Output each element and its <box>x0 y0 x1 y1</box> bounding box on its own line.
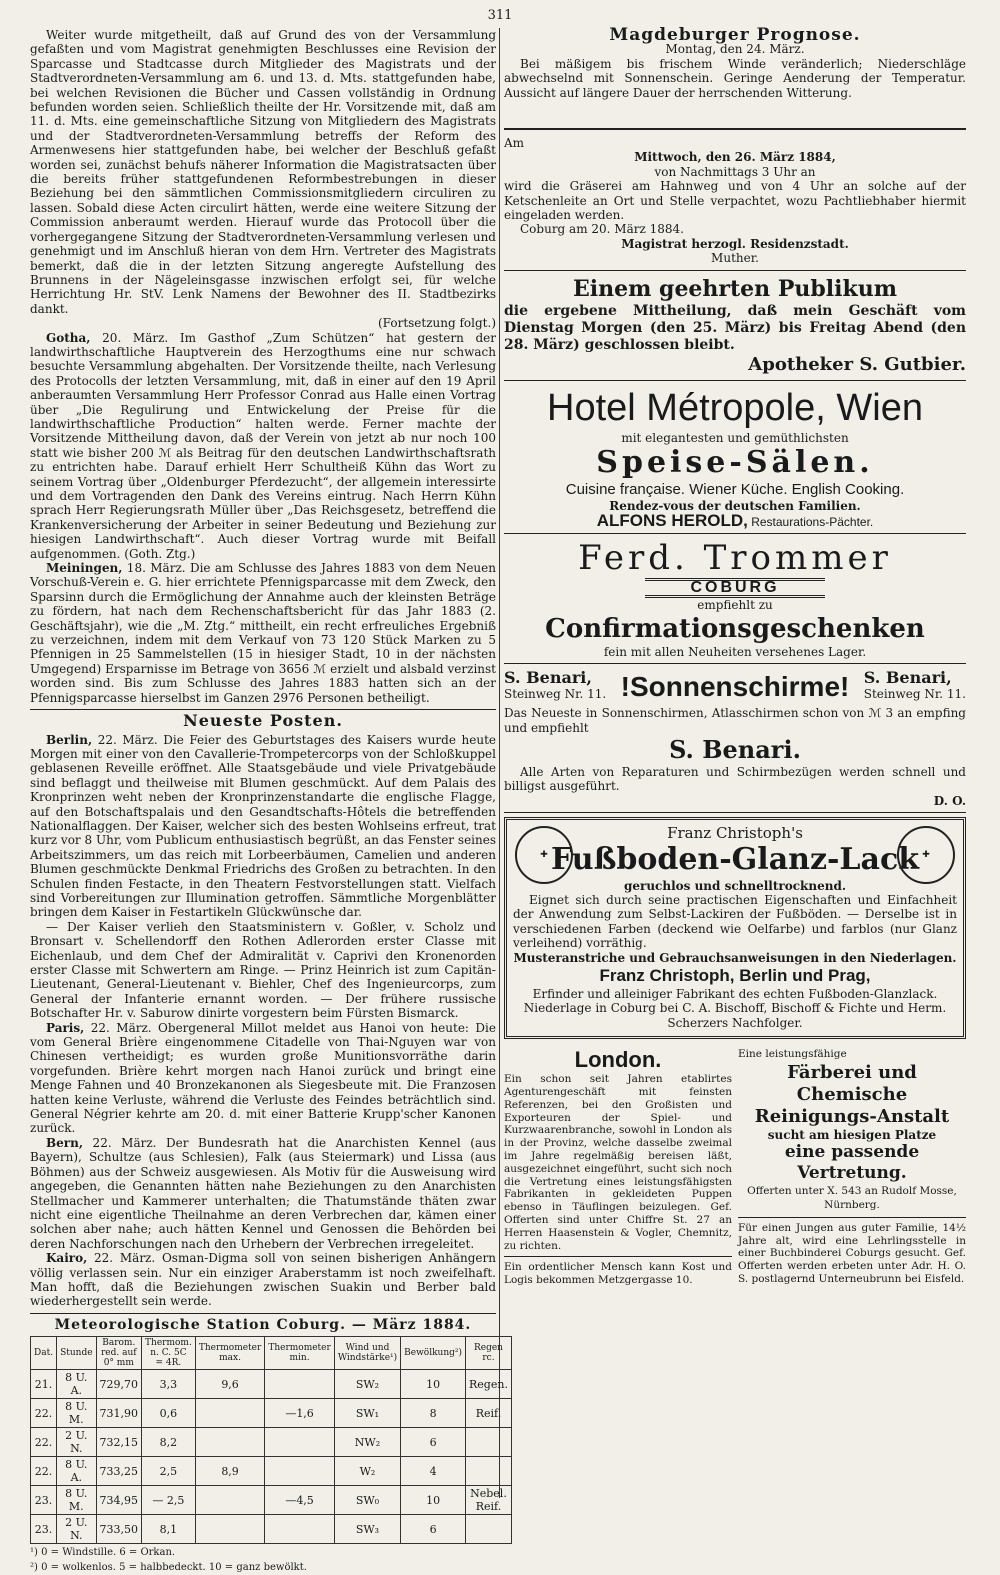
pharmacy-ad-title: Einem geehrten Publikum <box>573 275 897 302</box>
lacquer-ad-text: Eignet sich durch seine practischen Eigenschaften und Einfachheit der Anwendung zum Selbst-Lackiren der Fußböden. — Derselbe ist in verschiedenen Farben (deckend wie Oelfarbe) und farblos (nur Glanz verleihend) vorräthig. <box>513 892 957 951</box>
table-cell: 0,6 <box>142 1399 196 1428</box>
meiningen-text: 18. März. Die am Schlusse des Jahres 1883 von dem Neuen Vorschuß-Verein e. G. hier errichtete Pfennigsparcasse mit dem Zweck, den Sparsinn durch die Ermöglichung der Annahme auch der kleinsten Beträge zu fördern, hat nach dem Rechenschaftsbericht für das Jahr 1883 (2. Geschäftsjahr), wie die „M. Ztg.“ mittheilt, ein recht erfreuliches Ergebniß zu verzeichnen, indem mit dem Verkauf von 73 120 Stück Marken zu 5 Pfennigen in 25 Sammelstellen (15 in hiesiger Stadt, 10 in der nächsten Umgegend) Ersparnisse im Betrage von 3656 ℳ erzielt und alsbald verzinst worden sind. Bis zum Schlusse des Jahres 1883 hatten sich an der Pfennigsparcasse hierselbst im Ganzen 2976 Personen betheiligt. <box>30 561 496 705</box>
forecast-text: Bei mäßigem bis frischem Winde veränderlich; Niederschläge abwechselnd mit Sonnenschein. Geringe Aenderung der Temperatur. Aussicht auf längere Dauer der herrschenden Witterung. <box>504 56 966 100</box>
table-cell: SW₃ <box>334 1515 400 1544</box>
lacquer-ad-firm: Franz Christoph, Berlin und Prag, <box>599 966 871 985</box>
left-column <box>30 28 508 1575</box>
benari-ad-initials: D. O. <box>933 793 966 808</box>
table-cell: 8,9 <box>195 1457 265 1486</box>
table-cell: 8 U. A. <box>57 1370 96 1399</box>
table-cell: 733,50 <box>96 1515 142 1544</box>
table-cell: 8,2 <box>142 1428 196 1457</box>
apprentice-ad-text: Für einen Jungen aus guter Familie, 14½ Jahre alt, wird eine Lehrlingsstelle in einer Buchbinderei Coburgs gesucht. Gef. Offerten werden erbeten unter Adr. H. O. S. postlagernd Unterneubrunn bei Eisfeld. <box>738 1221 966 1286</box>
table-row <box>31 1370 512 1399</box>
ad-rule <box>504 270 966 271</box>
table-cell: 8 U. A. <box>57 1457 96 1486</box>
benari-ad-left-name: S. Benari, <box>504 668 592 688</box>
ad-rule <box>738 1217 966 1218</box>
paris-dateline: Paris, <box>46 1020 85 1035</box>
hotel-ad-owner-line <box>504 510 966 530</box>
benari-ad-repairs: Alle Arten von Reparaturen und Schirmbezügen werden schnell und billigst ausgeführt. <box>504 764 966 794</box>
forecast-date: Montag, den 24. März. <box>665 42 805 57</box>
auction-ad-am: Am <box>504 136 525 151</box>
trommer-ad-title: Ferd. Trommer <box>578 537 892 578</box>
bern-dateline: Bern, <box>46 1135 84 1150</box>
table-cell: Regen. <box>466 1370 512 1399</box>
news-section-title: Neueste Posten. <box>183 711 343 731</box>
table-cell: SW₂ <box>334 1370 400 1399</box>
gotha-text: 20. März. Im Gasthof „Zum Schützen“ hat gestern der landwirthschaftliche Hauptverein des Herzogthums eine nur schwach besuchte Versammlung abgehalten. Der Vorsitzende theilte, nach Verlesung des Protocolls der letzten Versammlung, mit, daß in einer auf den 19 April anberaumten Versammlung Herr Professor Conrad aus Halle einen Vortrag über „Die Regulirung und Entwickelung der Preise für die landwirthschaftliche Production“ halten werde. Ferner machte der Vorsitzende Mittheilung davon, daß der Verein von jetzt ab nur noch 100 statt wie bisher 200 ℳ als Beitrag für den deutschen Landwirthschaftsrath zu entrichten habe. Darauf erhielt Herr Schultheiß Kühn das Wort zu seinem Vortrag über „Oldenburger Pferdezucht“, der allgemein interessirte und dem Vortragenden den Dank des Vereins eintrug. Nach Herrn Kühn sprach Herr Regierungsrath Müller über „Das Reichsgesetz, betreffend die Krankenversicherung der Arbeiter in seiner Bedeutung und Beziehung zur hiesigen Landwirthschaft“. Auch dieser Vortrag wurde mit Beifall aufgenommen. (Goth. Ztg.) <box>30 330 496 561</box>
company-seal-icon: ✚ <box>515 826 573 884</box>
hotel-ad-title <box>504 385 966 431</box>
table-cell: Reif. <box>466 1399 512 1428</box>
table-cell: —4,5 <box>265 1486 335 1515</box>
trommer-ad-recommends: empfiehlt zu <box>697 598 773 613</box>
table-cell <box>265 1428 335 1457</box>
table-cell: —1,6 <box>265 1399 335 1428</box>
weather-station-title: Meteorologische Station Coburg. — März 1884. <box>54 1316 472 1333</box>
trommer-ad-text: fein mit allen Neuheiten versehenes Lager. <box>603 644 867 659</box>
hotel-ad-name: Hotel Métropole, <box>547 386 826 429</box>
table-cell: — 2,5 <box>142 1486 196 1515</box>
table-cell: SW₁ <box>334 1399 400 1428</box>
berlin-text: 22. März. Die Feier des Geburtstages des Kaisers wurde heute Morgen mit einer von den Cavallerie-Trompetercorps von der Schloßkuppel geblasenen Reveille eröffnet. Alle Staatsgebäude und viele Privatgebäude sind beflaggt und theilweise mit Blumen geschmückt. Auf dem Palais des Kronprinzen weht neben der Kronprinzenstandarte die englische Flagge, auf den Botschaftspalais und den Gesandtschafts-Hôtels die betreffenden Nationalflaggen. Der Kaiser, welcher sich des besten Wohlseins erfreut, trat kurz vor 8 Uhr, vom Publicum enthusiastisch begrüßt, an das Fenster seines Arbeitszimmers, um das reich mit Lorbeerbäumen, Camelien und anderen Blumen geschmückte Denkmal Friedrichs des Großen zu betrachten. In den Schulen finden Festacte, in den Theatern Festvorstellungen statt. Vielfach sind Vorbereitungen zur Illumination getroffen. Sämmtliche Morgenblätter bringen dem Kaiser in Festartikeln Glückwünsche dar. <box>30 732 496 920</box>
ad-rule <box>504 1256 732 1257</box>
lacquer-ad-title: Fußboden-Glanz-Lack <box>550 841 920 877</box>
auction-ad-date: Mittwoch, den 26. März 1884, <box>634 150 836 165</box>
benari-ad-left <box>504 668 606 706</box>
table-row <box>31 1457 512 1486</box>
table-cell: NW₂ <box>334 1428 400 1457</box>
table-cell: 21. <box>31 1370 57 1399</box>
benari-ad-parasols: !Sonnenschirme! <box>620 671 850 703</box>
auction-ad-place: Coburg am 20. März 1884. <box>520 222 684 237</box>
gotha-article <box>30 331 496 562</box>
table-cell: 8,1 <box>142 1515 196 1544</box>
table-cell <box>265 1515 335 1544</box>
table-cell: 6 <box>401 1515 466 1544</box>
ad-rule <box>504 812 966 813</box>
meiningen-article <box>30 561 496 705</box>
continued-note: (Fortsetzung folgt.) <box>378 316 496 331</box>
weather-table-body <box>31 1370 512 1544</box>
lacquer-ad-brand: Franz Christoph's <box>667 824 803 843</box>
trommer-ad-city: COBURG <box>645 578 825 598</box>
weather-col-header: Thermometer max. <box>195 1337 265 1370</box>
gotha-dateline: Gotha, <box>46 330 91 345</box>
table-cell <box>466 1515 512 1544</box>
weather-col-header: Stunde <box>57 1337 96 1370</box>
table-row <box>31 1399 512 1428</box>
company-seal-icon: ✚ <box>897 826 955 884</box>
table-cell <box>195 1486 265 1515</box>
ad-rule <box>504 663 966 664</box>
pharmacy-ad-signature: Apotheker S. Gutbier. <box>748 353 966 375</box>
trommer-ad-confirmation-gifts: Confirmationsgeschenken <box>545 613 925 644</box>
right-column <box>504 25 966 1287</box>
bern-text: 22. März. Der Bundesrath hat die Anarchisten Kennel (aus Bayern), Schultze (aus Schlesien), Falk (aus Steiermark) und Lissa (aus Böhmen) aus der Schweiz ausgewiesen. Als Motiv für die Ausweisung wird angegeben, die Genannten hätten nahe Beziehungen zu den Anarchisten Stellmacher und Kammerer unterhalten; die Thatumstände thäten zwar nicht eine eigentliche Theilnahme an deren Verbrechen dar, kämen einer solchen aber nahe; auch hätten Kennel und Genossen die Behörden bei deren Nachforschungen nach den Urhebern der Verbrechen irregeleitet. <box>30 1135 496 1251</box>
table-cell: 22. <box>31 1428 57 1457</box>
pharmacy-ad-text: die ergebene Mittheilung, daß mein Geschäft vom Dienstag Morgen (den 25. März) bis Freitag Abend (den 28. März) geschlossen bleibt. <box>504 302 966 353</box>
weather-col-header: Dat. <box>31 1337 57 1370</box>
table-cell: SW₀ <box>334 1486 400 1515</box>
meiningen-dateline: Meiningen, <box>46 561 123 576</box>
table-cell: 4 <box>401 1457 466 1486</box>
table-cell: 8 U. M. <box>57 1486 96 1515</box>
table-cell <box>195 1428 265 1457</box>
table-row <box>31 1515 512 1544</box>
auction-ad-signature: Magistrat herzogl. Residenzstadt. <box>621 236 849 251</box>
table-cell <box>265 1457 335 1486</box>
benari-ad-header <box>504 668 966 706</box>
table-cell: 733,25 <box>96 1457 142 1486</box>
weather-footnote-wind: ¹) 0 = Windstille. 6 = Orkan. <box>30 1547 176 1559</box>
cleaning-ad <box>738 1047 966 1287</box>
weather-col-header: Bewölkung²) <box>401 1337 466 1370</box>
hotel-ad-dining-halls: Speise-Sälen. <box>596 445 874 481</box>
kairo-text: 22. März. Osman-Digma soll von seinen bisherigen Anhängern völlig verlassen sein. Nur ein einziger Araberstamm ist noch zweifelhaft. Man hofft, daß die Beziehungen zwischen Suakin und Berber bald wiederhergestellt sein werde. <box>30 1251 496 1309</box>
table-cell <box>195 1399 265 1428</box>
london-ad-title: London. <box>574 1047 662 1073</box>
hotel-ad-cuisine: Cuisine française. Wiener Küche. English Cooking. <box>565 481 905 499</box>
weather-col-header: Barom. red. auf 0° mm <box>96 1337 142 1370</box>
ad-rule <box>504 533 966 534</box>
lodging-ad-text: Ein ordentlicher Mensch kann Kost und Logis bekommen Metzgergasse 10. <box>504 1261 732 1287</box>
table-cell: 23. <box>31 1515 57 1544</box>
hotel-ad-subtitle: mit elegantesten und gemüthlichsten <box>621 430 849 445</box>
berlin-article <box>30 733 496 920</box>
table-cell: 731,90 <box>96 1399 142 1428</box>
cleaning-ad-text: sucht am hiesigen Platze <box>767 1127 937 1142</box>
ad-rule <box>504 128 966 130</box>
table-row <box>31 1486 512 1515</box>
table-cell <box>466 1428 512 1457</box>
table-cell: 734,95 <box>96 1486 142 1515</box>
lacquer-ad-inventor: Erfinder und alleiniger Fabrikant des echten Fußboden-Glanzlack. <box>532 987 938 1001</box>
weather-table <box>30 1336 512 1544</box>
table-cell <box>195 1515 265 1544</box>
lacquer-ad-subtitle: geruchlos und schnelltrocknend. <box>623 878 847 893</box>
cleaning-ad-representation: eine passende Vertretung. <box>784 1142 920 1184</box>
column-divider <box>499 28 500 1498</box>
table-cell: 22. <box>31 1457 57 1486</box>
table-cell: 22. <box>31 1399 57 1428</box>
table-cell: 6 <box>401 1428 466 1457</box>
table-cell: 9,6 <box>195 1370 265 1399</box>
hotel-ad-rendezvous: Rendez-vous der deutschen Familien. <box>609 499 861 514</box>
table-cell <box>466 1457 512 1486</box>
cleaning-ad-offers: Offerten unter X. 543 an Rudolf Mosse, Nürnberg. <box>747 1185 957 1212</box>
auction-ad-text: wird die Gräserei am Hahnweg und von 4 Uhr an solche auf der Ketschenleite an Ort und Stelle verpachtet, wozu Pachtliebhaber hiermit eingeladen werden. <box>504 179 966 223</box>
benari-ad-right <box>864 668 966 706</box>
hotel-ad-owner-role: Restaurations-Pächter. <box>751 514 874 529</box>
cleaning-ad-title: Färberei und Chemische Reinigungs-Anstalt <box>754 1061 950 1127</box>
table-cell: 8 U. M. <box>57 1399 96 1428</box>
table-cell <box>265 1370 335 1399</box>
benari-ad-left-address: Steinweg Nr. 11. <box>504 687 607 702</box>
forecast-title: Magdeburger Prognose. <box>609 25 861 45</box>
cleaning-ad-top: Eine leistungsfähige <box>738 1048 847 1061</box>
table-cell: 2 U. N. <box>57 1515 96 1544</box>
table-cell: Nebel. Reif. <box>466 1486 512 1515</box>
table-cell: 8 <box>401 1399 466 1428</box>
paris-text: 22. März. Obergeneral Millot meldet aus Hanoi von heute: Die vom General Brière eingenommene Citadelle von Thai-Nguyen war von Chinesen vertheidigt; es wurden große Munitionsvorräthe darin vorgefunden. Brière kehrt morgen nach Hanoi zurück und bringt eine Menge Fahnen und 40 Bronzekanonen als Siegesbeute mit. Die Franzosen hatten keine Verluste, während die Verluste des Feindes beträchtlich sind. General Négrier kehrte am 20. d. mit einer Batterie Krupp'scher Kanonen zurück. <box>30 1020 496 1136</box>
table-cell: 10 <box>401 1370 466 1399</box>
table-cell: 732,15 <box>96 1428 142 1457</box>
page-number: 311 <box>487 8 513 23</box>
kairo-article <box>30 1251 496 1309</box>
weather-col-header: Wind und Windstärke¹) <box>334 1337 400 1370</box>
bern-article <box>30 1136 496 1251</box>
kairo-dateline: Kairo, <box>46 1251 88 1266</box>
lacquer-ad-depot: Niederlage in Coburg bei C. A. Bischoff, Bischoff & Fichte und Herm. Scherzers Nachfolger. <box>523 1001 947 1030</box>
table-row <box>31 1428 512 1457</box>
council-report-text: Weiter wurde mitgetheilt, daß auf Grund des von der Versammlung gefaßten und vom Magistrat genehmigten Beschlusses eine Revision der Sparcasse und Stadtcasse durch Mitglieder des Magistrats und der Stadtverordneten-Versammlung am 6. und 13. d. Mts. stattgefunden habe, bei welchen Revisionen die Bücher und Cassen vollständig in Ordnung befunden worden seien. Schließlich theilte der Hr. Vorsitzende mit, daß am 11. d. Mts. eine gemeinschaftliche Sitzung von Mitgliedern des Magistrats und der Stadtverordneten-Versammlung betreffs der Reform des Armenwesens hier stattgefunden habe, bei welcher der Beschluß gefaßt worden sei, zunächst behufs näherer Information die Magistratsacten über die bereits früher stattgefundenen Reformbestrebungen in dieser Beziehung bei den sämmtlichen Commissionsmitgliedern circuliren zu lassen. Sobald diese Acten circulirt hätten, werde eine weitere Sitzung der Commission anberaumt werden. Hierauf wurde das Protocoll über die vorhergegangene Sitzung der Stadtverordneten-Versammlung verlesen und genehmigt und im Anschluß hieran von dem Hrn. Vertreter des Magistrats bemerkt, daß die in der letzten Sitzung angeregte Aufstellung des Brunnens in der Nägeleinsgasse inzwischen erfolgt sei, für welche Herrichtung Hr. StV. Lenk Namens der Bewohner des II. Stadtbezirks dankt. <box>30 28 496 316</box>
berlin-article-continued: — Der Kaiser verlieh den Staatsministern v. Goßler, v. Scholz und Bronsart v. Schellendorff den Rothen Adlerorden erster Classe mit Eichenlaub, und dem Chef der Admiralität v. Caprivi den Kronenorden erster Classe mit Schwertern am Ringe. — Prinz Heinrich ist zum Capitän-Lieutenant, General-Lieutenant v. Biehler, Chef des Ingenieurcorps, zum General der Infanterie ernannt worden. — Der frühere russische Botschafter Hr. v. Saburow dinirte vorgestern beim Fürsten Bismarck. <box>30 919 496 1021</box>
auction-ad-name: Muther. <box>711 251 759 266</box>
lacquer-ad-samples: Musteranstriche und Gebrauchsanweisungen in den Niederlagen. <box>513 950 957 965</box>
floor-lacquer-ad <box>504 817 966 1039</box>
weather-footnote-clouds: ²) 0 = wolkenlos. 5 = halbbedeckt. 10 = ganz bewölkt. <box>30 1561 307 1573</box>
hotel-ad-city: Wien <box>836 386 923 429</box>
ad-rule <box>504 380 966 381</box>
benari-ad-right-address: Steinweg Nr. 11. <box>863 687 966 702</box>
table-cell: 23. <box>31 1486 57 1515</box>
small-ads-row <box>504 1047 966 1287</box>
weather-col-header: Regen rc. <box>466 1337 512 1370</box>
weather-table-header <box>31 1337 512 1370</box>
benari-ad-signature: S. Benari. <box>669 734 801 764</box>
weather-col-header: Thermom. n. C. 5C = 4R. <box>142 1337 196 1370</box>
paris-article <box>30 1021 496 1136</box>
table-cell: 3,3 <box>142 1370 196 1399</box>
benari-ad-right-name: S. Benari, <box>863 668 952 688</box>
table-cell: 2 U. N. <box>57 1428 96 1457</box>
auction-ad-time: von Nachmittags 3 Uhr an <box>654 164 816 179</box>
london-ad-text: Ein schon seit Jahren etablirtes Agenturengeschäft mit feinsten Referenzen, bei den Großisten und Exporteuren der Spiel- und Kurzwaarenbranche, sowohl in London als in der Provinz, welche dasselbe zweimal im Jahre regelmäßig bereisen läßt, ausgezeichnet eingeführt, sucht sich noch die Vertretung eines leistungsfähigsten Fabrikanten in gekleideten Puppen ebenso in Täuflingen beizulegen. Gef. Offerten sind unter Chiffre St. 27 an Herren Haasenstein & Vogler, Chemnitz, zu richten. <box>504 1073 732 1252</box>
berlin-dateline: Berlin, <box>46 732 93 747</box>
table-cell: 10 <box>401 1486 466 1515</box>
weather-col-header: Thermometer min. <box>265 1337 335 1370</box>
hotel-ad-owner: ALFONS HEROLD, <box>596 510 748 530</box>
table-cell: 729,70 <box>96 1370 142 1399</box>
section-rule <box>30 709 496 710</box>
table-cell: 2,5 <box>142 1457 196 1486</box>
table-cell: W₂ <box>334 1457 400 1486</box>
london-ad <box>504 1047 732 1287</box>
benari-ad-text: Das Neueste in Sonnenschirmen, Atlasschirmen schon von ℳ 3 an empfing und empfiehlt <box>504 706 966 735</box>
section-rule <box>30 1313 496 1314</box>
